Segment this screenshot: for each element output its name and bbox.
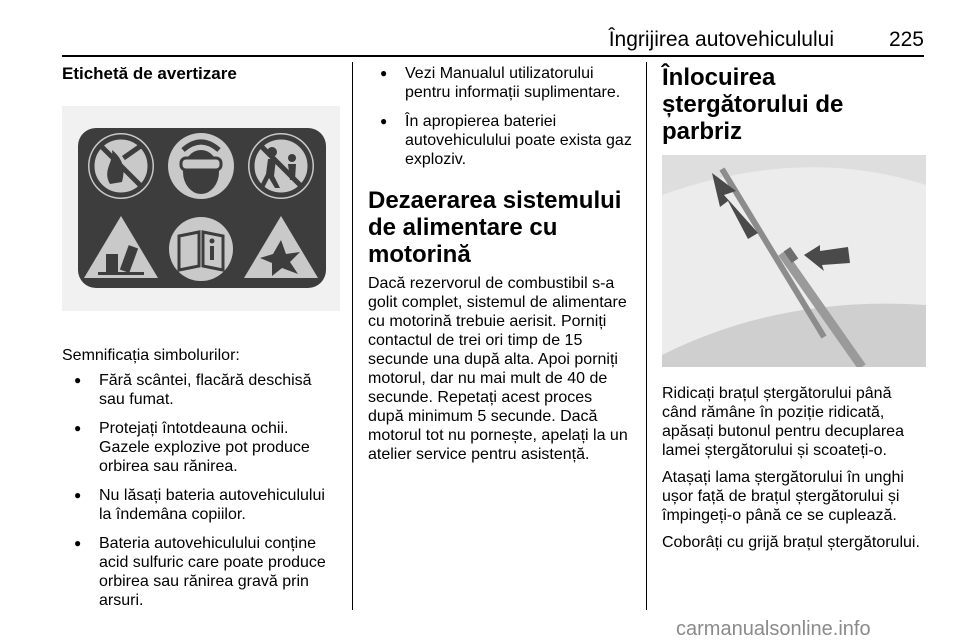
wiper-step-2: Atașați lama ștergătorului în unghi ușor față de brațul ștergătorului și împingeți-o până ce se cuplează.	[662, 469, 904, 524]
page-number: 225	[888, 28, 924, 51]
column-wiper-replacement	[662, 64, 926, 552]
section-heading-warning-label: Etichetă de avertizare	[62, 64, 237, 83]
site-watermark: carmanualsonline.info	[676, 618, 871, 640]
column-diesel-bleeding	[368, 64, 632, 464]
list-item: ● Bateria autovehiculului conține acid sulfuric care poate produce orbirea sau rănirea gravă prin arsuri.	[62, 534, 340, 610]
page-header-title: Îngrijirea autovehiculului	[608, 28, 834, 51]
read-manual-icon	[169, 217, 233, 281]
list-item: ● Protejați întotdeauna ochii. Gazele explozive pot produce orbirea sau rănirea.	[62, 419, 340, 476]
diesel-bleeding-text: Dacă rezervorul de combustibil s-a golit complet, sistemul de alimentare cu motorină trebuie aerisit. Porniți contactul de trei ori timp de 15 secunde una după alta. Apoi porniți motorul, dar nu mai mult de 40 de secunde. Repetați acest proces după minimum 5 secunde. Dacă motorul tot nu pornește, apelați la un atelier service pentru asistență.	[368, 275, 628, 463]
symbol-meaning-list-continued	[368, 64, 632, 169]
section-heading-diesel-bleeding: Dezaerarea sistemului de alimentare cu motorină	[368, 187, 622, 268]
eye-protection-icon	[168, 133, 234, 199]
wiper-step-1: Ridicați brațul ștergătorului până când rămâne în poziție ridicată, apăsați butonul pentru decuplarea lamei ștergătorului și scoateți-o.	[662, 385, 904, 459]
list-item: ● În apropierea bateriei autovehiculului poate exista gaz exploziv.	[368, 112, 632, 169]
symbol-meaning-list	[62, 371, 340, 610]
wiper-blade-image	[662, 155, 926, 367]
column-divider-1	[352, 62, 353, 610]
wiper-step-3: Coborâți cu grijă brațul ștergătorului.	[662, 534, 920, 551]
header-rule	[62, 55, 924, 57]
warning-label-image	[62, 106, 340, 311]
keep-children-away-icon	[248, 133, 314, 199]
no-flame-icon	[88, 133, 154, 199]
list-item: ● Nu lăsați bateria autovehiculului la îndemâna copiilor.	[62, 486, 340, 524]
section-heading-wiper-replacement: Înlocuirea ștergătorului de parbriz	[662, 64, 844, 145]
list-item: ● Vezi Manualul utilizatorului pentru informații suplimentare.	[368, 64, 632, 102]
symbol-meaning-intro: Semnificația simbolurilor:	[62, 347, 240, 364]
list-item: ● Fără scântei, flacără deschisă sau fumat.	[62, 371, 340, 409]
column-divider-2	[646, 62, 647, 610]
column-warning-label	[62, 64, 340, 620]
